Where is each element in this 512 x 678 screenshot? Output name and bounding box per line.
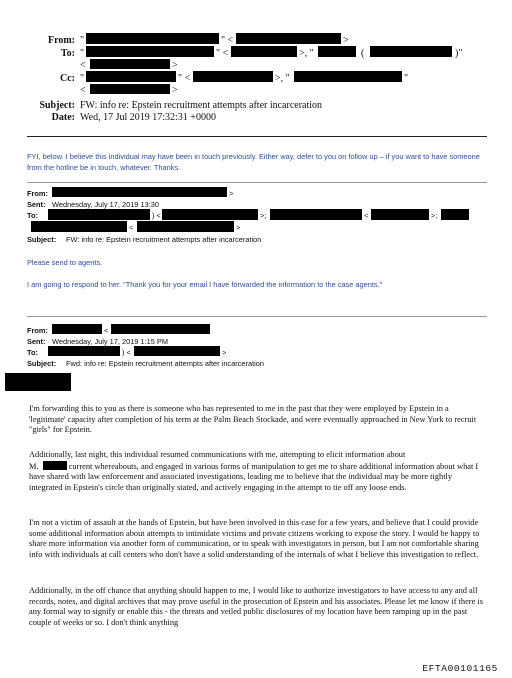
fwd1-subject-label: Subject:	[27, 235, 57, 244]
message-respond: I am going to respond to her. "Thank you for your email I have forwarded the information to the case agents."	[27, 280, 383, 289]
header-cc-label: Cc:	[60, 73, 75, 84]
redaction	[86, 71, 176, 82]
body-paragraph-2-m: M.	[29, 461, 39, 471]
header-separator	[27, 136, 487, 137]
redaction	[270, 209, 362, 220]
header-to-bracket: " <	[216, 48, 229, 59]
header-cc-bracket: " <	[178, 73, 191, 84]
redaction	[231, 46, 297, 57]
redaction	[90, 84, 170, 94]
redaction	[52, 324, 102, 334]
fwd1-to-sep2: >;	[260, 211, 267, 220]
header-to-close: )"	[455, 48, 463, 59]
redaction	[43, 461, 67, 470]
fwd1-sent-label: Sent:	[27, 200, 46, 209]
body-paragraph-2	[29, 450, 485, 493]
fwd2-to-label: To:	[27, 348, 38, 357]
header-cc-close: "	[404, 73, 409, 84]
header-cc-sep: >, "	[275, 73, 290, 84]
redaction	[48, 346, 120, 356]
fwd1-subject-value: FW: info re: Epstein recruitment attempts after incarceration	[66, 235, 262, 244]
redaction	[52, 187, 227, 197]
header-date-value: Wed, 17 Jul 2019 17:32:31 +0000	[80, 112, 216, 123]
header-to-quote: "	[80, 48, 85, 59]
redaction	[86, 46, 214, 57]
header-to-bracket2: <	[80, 60, 86, 71]
header-from-close: >	[343, 35, 349, 46]
redaction	[31, 221, 127, 232]
redaction	[137, 221, 234, 232]
header-to-label: To:	[60, 48, 75, 59]
fwd1-from-close: >	[229, 189, 234, 198]
redaction	[441, 209, 469, 220]
fwd2-from-bracket: <	[104, 326, 109, 335]
fwd1-to-sep: ) <	[152, 211, 161, 220]
header-to-paren: (	[361, 48, 365, 59]
fwd1-to-close: >	[236, 223, 241, 232]
divider	[27, 316, 487, 317]
document-id: EFTA00101165	[422, 663, 498, 674]
header-cc-quote: "	[80, 73, 85, 84]
redaction	[193, 71, 273, 82]
header-cc-bracket2: <	[80, 85, 86, 96]
fwd2-sent-value: Wednesday, July 17, 2019 1:15 PM	[52, 337, 168, 346]
body-paragraph-3: I'm not a victim of assault at the hands of Epstein, but have been involved in this case for a few years, and believe that I could provide some additional information about attempts to intimidate victims and private citizens working to expose the story. I would be happy to share more information via another form of communication, or to speak with investigators in person, but I am not comfortable sharing info with individuals at call centers who don't have a solid understanding of the internals of what I believe this investigation to reflect.	[29, 518, 480, 559]
fwd1-to-sep5: <	[129, 223, 134, 232]
redaction	[371, 209, 429, 220]
redaction	[294, 71, 402, 82]
redaction	[48, 209, 150, 220]
fwd1-to-sep4: >;	[431, 211, 438, 220]
fwd2-from-label: From:	[27, 326, 48, 335]
body-paragraph-2-rest	[29, 461, 485, 494]
fwd2-subject-label: Subject:	[27, 359, 57, 368]
header-from-quote: "	[80, 35, 85, 46]
redaction	[236, 33, 341, 44]
body-paragraph-4: Additionally, in the off chance that anything should happen to me, I would like to authorize investigators to have access to any and all records, notes, and digital archives that may prove useful in the prosecution of Epstein and his associates. Please let me know if there is any formal way to signify or enable this - the threats and veiled public disclosures of my location have been ramping up in the past couple of weeks or so. I don't think anything	[29, 586, 483, 627]
body-paragraph-2-line1: Additionally, last night, this individual resumed communications with me, attempting to elicit information about	[29, 450, 406, 459]
fwd2-subject-value: Fwd: info re: Epstein recruitment attempts after incarceration	[66, 359, 264, 368]
header-to-close2: >	[172, 60, 178, 71]
redaction	[111, 324, 210, 334]
fwd1-sent-value: Wednesday, July 17, 2019 13:30	[52, 200, 159, 209]
redaction	[318, 46, 356, 57]
fwd1-to-sep3: <	[364, 211, 369, 220]
redaction	[86, 33, 219, 44]
divider	[27, 182, 487, 183]
redaction	[162, 209, 258, 220]
header-cc-close2: >	[172, 85, 178, 96]
message-send-to-agents: Please send to agents.	[27, 258, 103, 267]
header-from-bracket: " <	[221, 35, 234, 46]
redaction	[90, 59, 170, 69]
header-subject-value: FW: info re: Epstein recruitment attempts after incarceration	[80, 100, 323, 111]
header-subject-label: Subject:	[39, 100, 75, 111]
header-to-sep: >, "	[299, 48, 314, 59]
header-from-label: From:	[47, 35, 75, 46]
fwd2-sent-label: Sent:	[27, 337, 46, 346]
redaction	[5, 373, 71, 391]
fwd1-to-label: To:	[27, 211, 38, 220]
redaction	[370, 46, 452, 57]
fwd2-to-close: >	[222, 348, 227, 357]
fwd1-from-label: From:	[27, 189, 48, 198]
message-fyi: FYI, below. I believe this individual may have been in touch previously. Either way, defer to you on follow up – if you want to have someone from the hotline be in touch, whatever. Thanks.	[27, 152, 480, 172]
fwd2-to-sep: ) <	[122, 348, 131, 357]
redaction	[134, 346, 220, 356]
body-paragraph-1: I'm forwarding this to you as there is someone who has represented to me in the past that they were employed by Epstein in a 'legitimate' capacity after completion of his term at the Palm Beach Stockade, and were eventually approached in New York to recruit "girls" for Epstein.	[29, 404, 477, 435]
header-date-label: Date:	[51, 112, 75, 123]
body-paragraph-2-text: current whereabouts, and engaged in various forms of manipulation to get me to share additional information about what I have shared with law enforcement and associated investigations, leading me to believe that the individual may be more tightly integrated in Epstein's circle than originally stated, and actively engaging in the attempt to tie off any loose ends.	[29, 461, 479, 492]
